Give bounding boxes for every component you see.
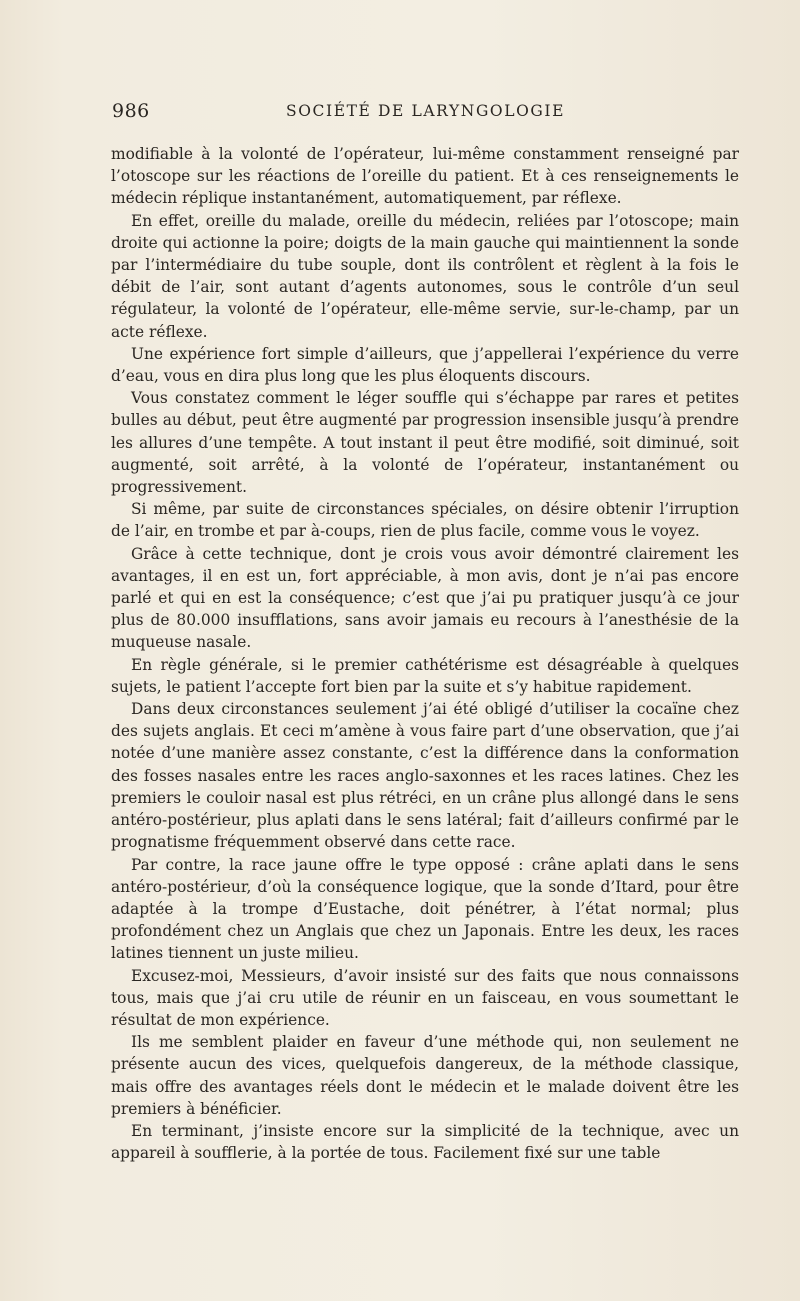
paragraph: Excusez-moi, Messieurs, d’avoir insisté sur des faits que nous connaissons tous, mais que j’ai cru utile de réunir en un faisceau, en vous soumettant le résultat de mon expérience. <box>111 966 739 1029</box>
running-head: SOCIÉTÉ DE LARYNGOLOGIE <box>286 102 566 120</box>
paragraph: Grâce à cette technique, dont je crois vous avoir démontré clairement les avantages, il en est un, fort appréciable, à mon avis, dont je n’ai pas encore parlé et qui en est la conséquence; c’est que j’ai pu pratiquer jusqu’à ce jour plus de 80.000 insufflations, sans avoir jamais eu recours à l’anesthésie de la muqueuse nasale. <box>111 544 739 652</box>
body-text <box>111 143 739 1164</box>
paragraph: modifiable à la volonté de l’opérateur, lui-même constamment renseigné par l’otoscope sur les réactions de l’oreille du patient. Et à ces renseignements le médecin réplique instantanément, automatiquement, par réflexe. <box>111 145 739 208</box>
page-header <box>112 100 732 126</box>
paragraph: En effet, oreille du malade, oreille du médecin, reliées par l’otoscope; main droite qui actionne la poire; doigts de la main gauche qui maintiennent la sonde par l’intermédiaire du tube souple, dont ils contrôlent et règlent à la fois le débit de l’air, sont autant d’agents autonomes, sous le contrôle d’un seul régulateur, la volonté de l’opérateur, elle-même servie, sur-le-champ, par un acte réflexe. <box>111 211 739 341</box>
page-number: 986 <box>112 100 150 122</box>
paragraph: Par contre, la race jaune offre le type opposé : crâne aplati dans le sens antéro-postérieur, d’où la conséquence logique, que la sonde d’Itard, pour être adaptée à la trompe d’Eustache, doit pénétrer, à l’état normal; plus profondément chez un Anglais que chez un Japonais. Entre les deux, les races latines tiennent un juste milieu. <box>111 855 739 963</box>
paragraph: Ils me semblent plaider en faveur d’une méthode qui, non seulement ne présente aucun des vices, quelquefois dangereux, de la méthode classique, mais offre des avantages réels dont le médecin et le malade doivent être les premiers à bénéficier. <box>111 1033 739 1118</box>
paragraph: En terminant, j’insiste encore sur la simplicité de la technique, avec un appareil à soufflerie, à la portée de tous. Facilement fixé sur une table <box>111 1121 739 1163</box>
paragraph: Vous constatez comment le léger souffle qui s’échappe par rares et petites bulles au début, peut être augmenté par progression insensible jusqu’à prendre les allures d’une tempête. A tout instant il peut être modifié, soit diminué, soit augmenté, soit arrêté, à la volonté de l’opérateur, instantanément ou progressivement. <box>111 389 739 497</box>
paragraph: Dans deux circonstances seulement j’ai été obligé d’utiliser la cocaïne chez des sujets anglais. Et ceci m’amène à vous faire part d’une observation, que j’ai notée d’une manière assez constante, c’est la différence dans la conformation des fosses nasales entre les races anglo-saxonnes et les races latines. Chez les premiers le couloir nasal est plus rétréci, en un crâne plus allongé dans le sens antéro-postérieur, plus aplati dans le sens latéral; fait d’ailleurs confirmé par le prognatisme fréquemment observé dans cette race. <box>111 700 739 852</box>
paragraph: En règle générale, si le premier cathétérisme est désagréable à quelques sujets, le patient l’accepte fort bien par la suite et s’y habitue rapidement. <box>111 655 739 696</box>
paragraph: Si même, par suite de circonstances spéciales, on désire obtenir l’irruption de l’air, en trombe et par à-coups, rien de plus facile, comme vous le voyez. <box>111 500 739 541</box>
paragraph: Une expérience fort simple d’ailleurs, que j’appellerai l’expérience du verre d’eau, vous en dira plus long que les plus éloquents discours. <box>111 344 739 386</box>
